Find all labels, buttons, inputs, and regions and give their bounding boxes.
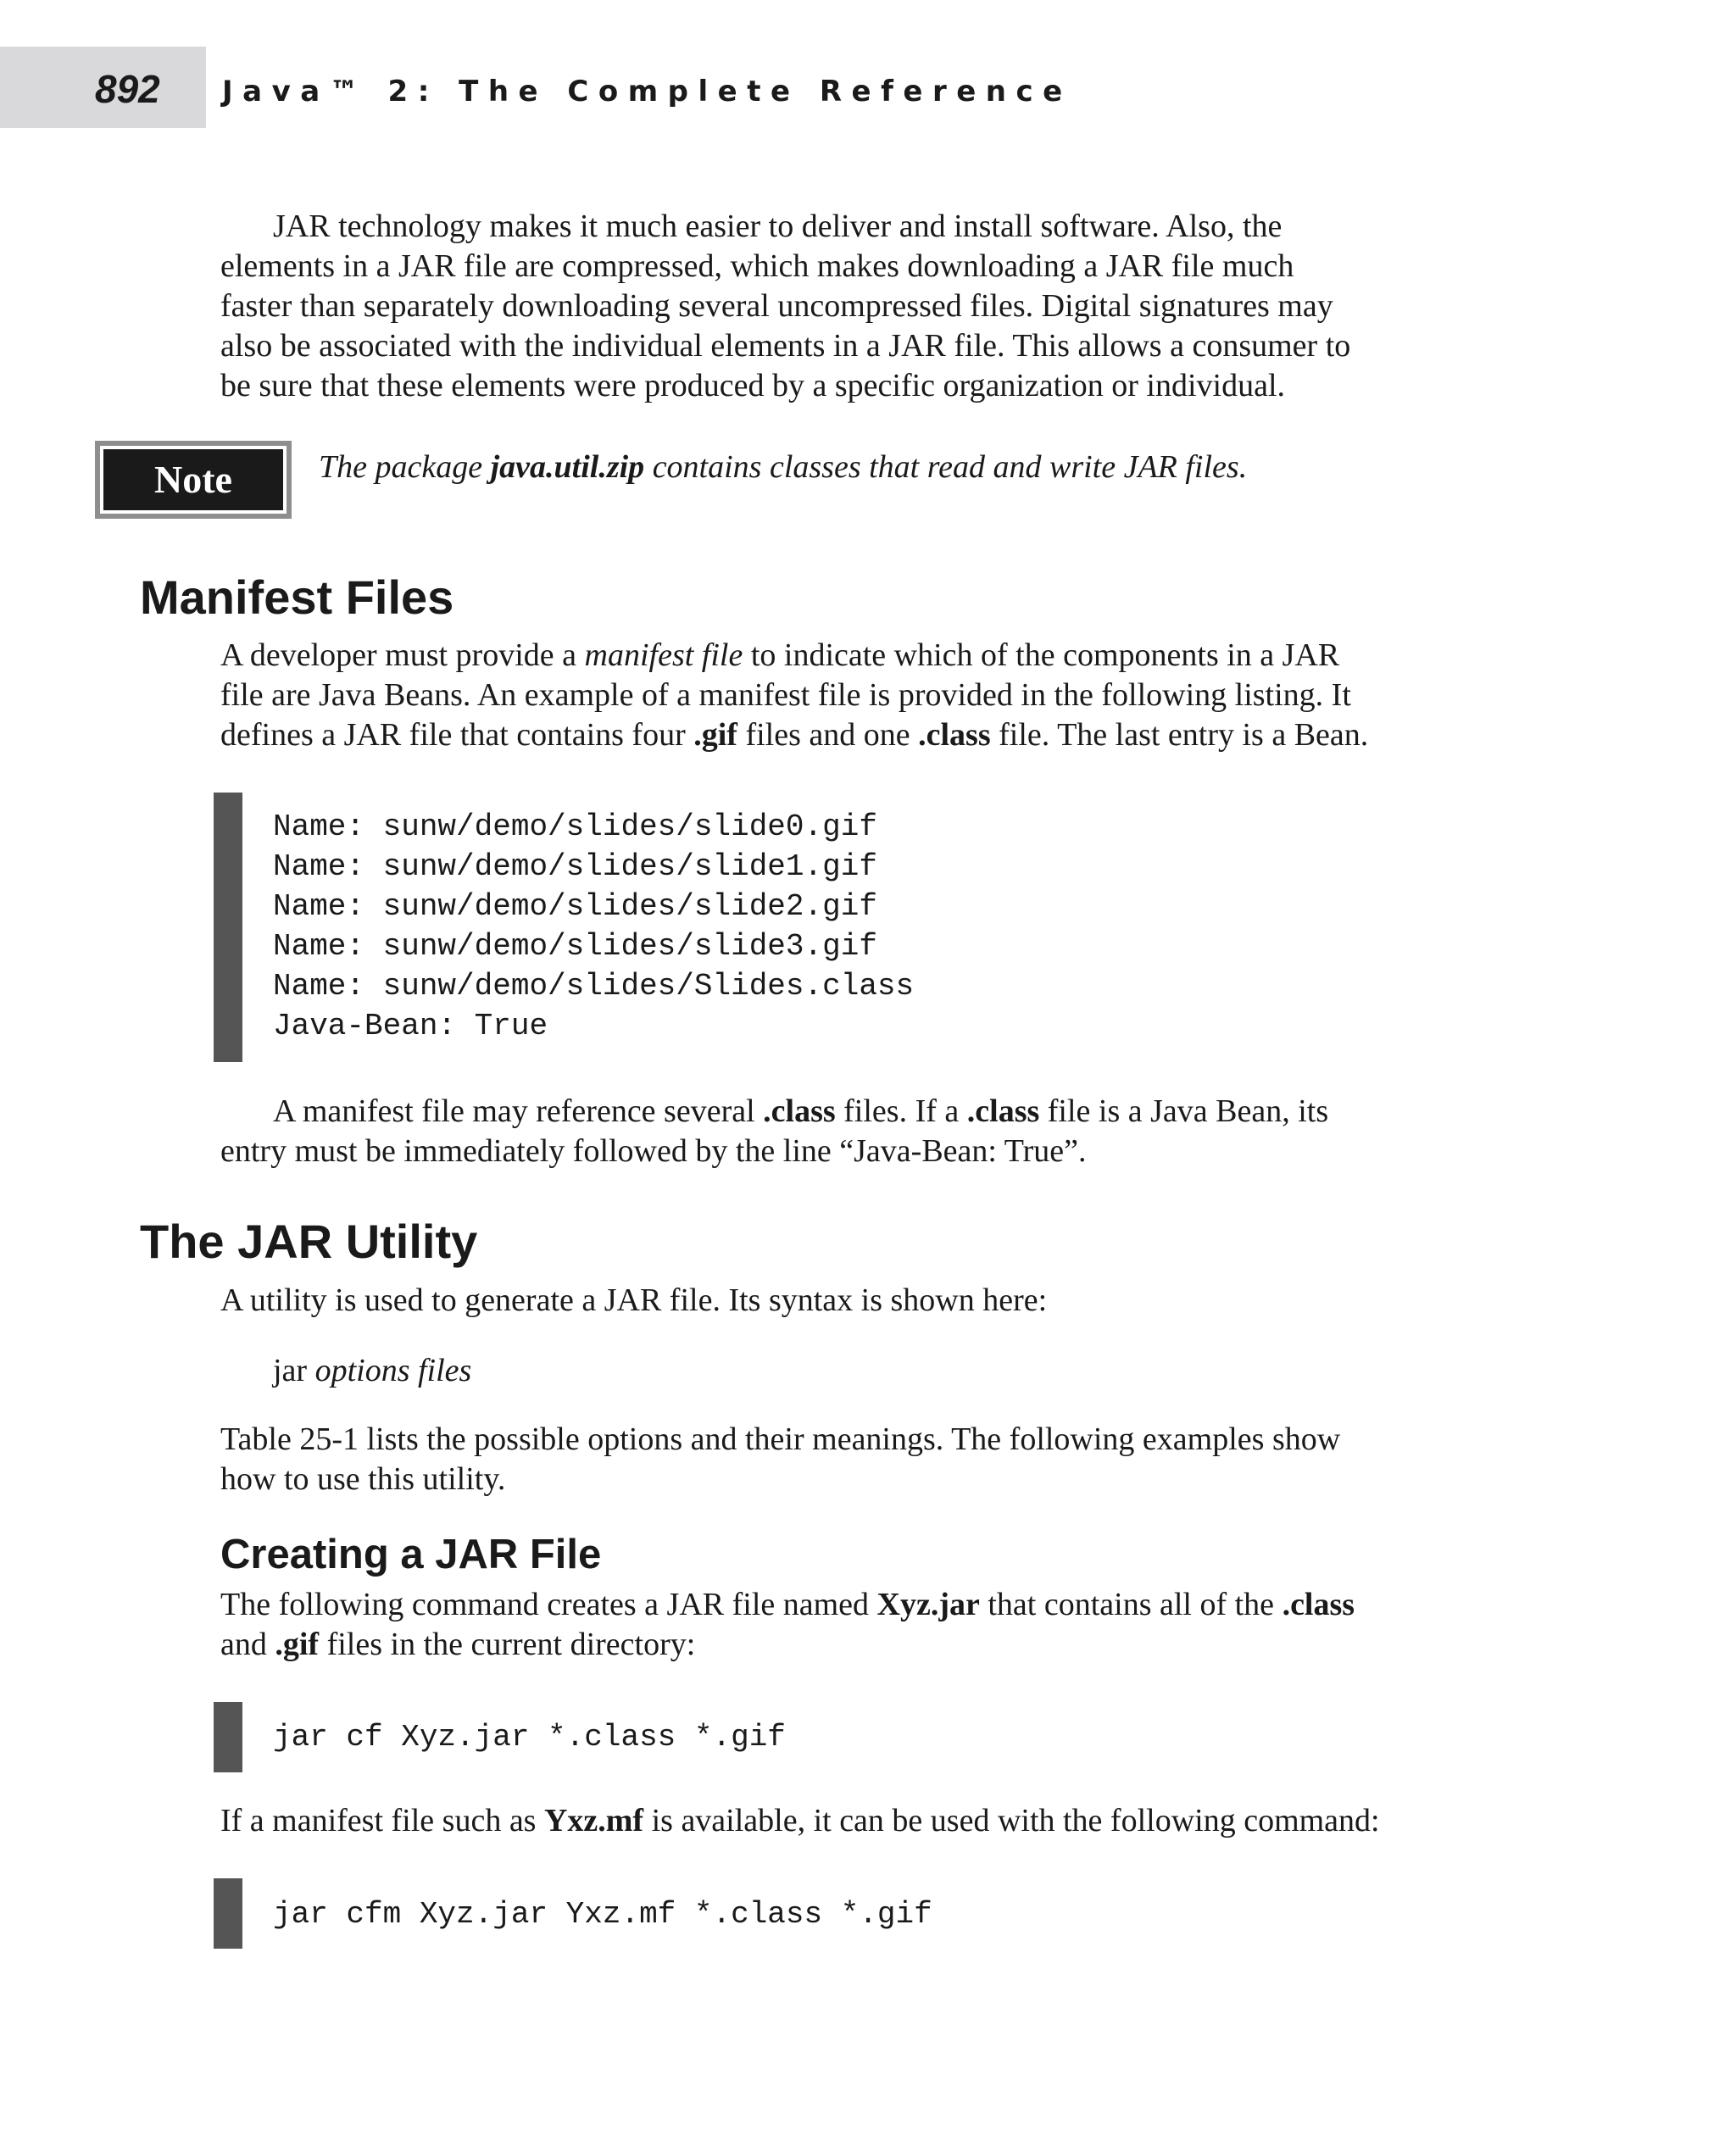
text-line: A utility is used to generate a JAR file. Its syntax is shown here:: [220, 1282, 1048, 1318]
code-line: jar cfm Xyz.jar Yxz.mf *.class *.gif: [273, 1897, 932, 1932]
section-heading-manifest-files: Manifest Files: [140, 570, 454, 624]
note-text: The package java.util.zip contains classes that read and write JAR files.: [319, 449, 1248, 485]
text-line: how to use this utility.: [220, 1461, 506, 1497]
code-line: Name: sunw/demo/slides/Slides.class: [273, 969, 915, 1004]
text-line: defines a JAR file that contains four .gif files and one .class file. The last entry is a Bean.: [220, 717, 1369, 753]
text-line: be sure that these elements were produced by a specific organization or individual.: [220, 368, 1286, 403]
running-head: Java™ 2: The Complete Reference: [222, 75, 1072, 108]
code-line: Name: sunw/demo/slides/slide1.gif: [273, 849, 877, 884]
code-line: Name: sunw/demo/slides/slide3.gif: [273, 929, 877, 964]
code-line: Name: sunw/demo/slides/slide2.gif: [273, 889, 877, 924]
code-line: Java-Bean: True: [273, 1009, 548, 1043]
page-number: 892: [95, 67, 160, 111]
text-line: If a manifest file such as Yxz.mf is available, it can be used with the following command:: [220, 1803, 1380, 1838]
code-line: jar cf Xyz.jar *.class *.gif: [273, 1720, 786, 1755]
subsection-heading-creating-jar: Creating a JAR File: [220, 1532, 602, 1577]
package-name: java.util.zip: [490, 449, 645, 485]
text-line: The following command creates a JAR file named Xyz.jar that contains all of the .class: [220, 1587, 1355, 1622]
section-heading-jar-utility: The JAR Utility: [140, 1215, 478, 1268]
text-line: A manifest file may reference several .class files. If a .class file is a Java Bean, its: [273, 1093, 1329, 1129]
code-listing-bar: [214, 1702, 242, 1772]
code-listing-bar: [214, 1878, 242, 1949]
text-line: also be associated with the individual elements in a JAR file. This allows a consumer to: [220, 328, 1351, 364]
text-line: and .gif files in the current directory:: [220, 1627, 696, 1662]
text-line: faster than separately downloading several uncompressed files. Digital signatures may: [220, 288, 1333, 324]
code-listing-bar: [214, 793, 242, 1062]
note-label: Note: [103, 449, 283, 510]
code-line: Name: sunw/demo/slides/slide0.gif: [273, 809, 877, 844]
text-line: file are Java Beans. An example of a manifest file is provided in the following listing. It: [220, 677, 1351, 713]
text-line: JAR technology makes it much easier to deliver and install software. Also, the: [273, 209, 1283, 244]
text-line: A developer must provide a manifest file to indicate which of the components in a JAR: [220, 637, 1340, 673]
syntax-line: jar options files: [273, 1353, 472, 1388]
text-line: Table 25-1 lists the possible options and their meanings. The following examples show: [220, 1421, 1341, 1457]
note-badge: [95, 441, 292, 519]
text-line: entry must be immediately followed by the line “Java-Bean: True”.: [220, 1133, 1087, 1169]
text-line: elements in a JAR file are compressed, which makes downloading a JAR file much: [220, 248, 1294, 284]
